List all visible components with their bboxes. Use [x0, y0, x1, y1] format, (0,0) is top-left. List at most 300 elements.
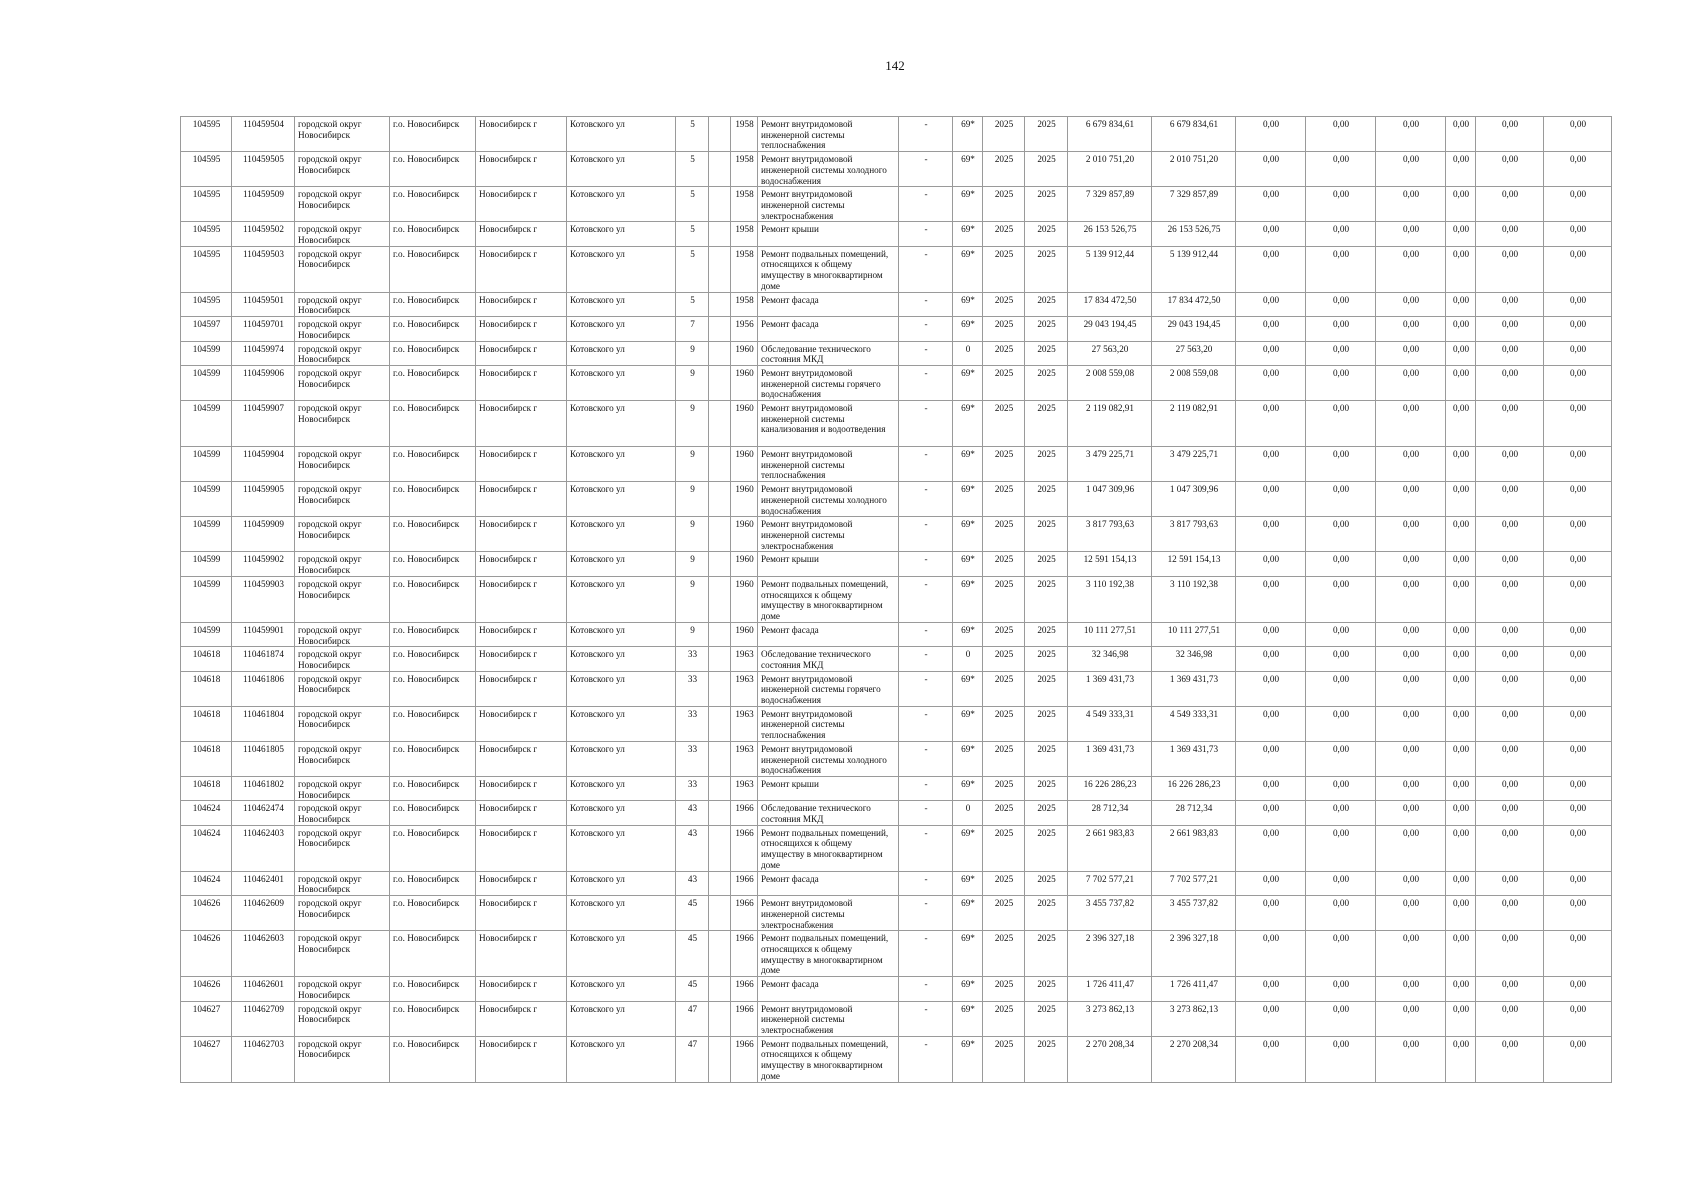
- cell-city: Новосибирск г: [476, 187, 567, 222]
- cell-budget-local: 0,00: [1376, 1001, 1446, 1036]
- cell-other-1: 0,00: [1476, 317, 1544, 341]
- cell-wear: 0: [953, 647, 983, 671]
- cell-municipality: городской округ Новосибирск: [295, 482, 390, 517]
- cell-house-id: 104595: [181, 152, 232, 187]
- cell-other-1: 0,00: [1476, 871, 1544, 895]
- cell-city: Новосибирск г: [476, 1036, 567, 1082]
- cell-settlement: г.о. Новосибирск: [390, 447, 476, 482]
- cell-plan-start: 2025: [983, 187, 1025, 222]
- cell-wear: 69*: [953, 365, 983, 400]
- table-row: [181, 1001, 1612, 1036]
- cell-building: [709, 246, 731, 292]
- table-row: [181, 647, 1612, 671]
- cell-year-built: 1963: [731, 671, 758, 706]
- cell-budget-regional: 0,00: [1306, 576, 1376, 622]
- cell-street: Котовского ул: [567, 576, 676, 622]
- cell-municipality: городской округ Новосибирск: [295, 317, 390, 341]
- cell-budget-local: 0,00: [1376, 671, 1446, 706]
- cell-street: Котовского ул: [567, 825, 676, 871]
- cell-house-number: 33: [676, 706, 709, 741]
- cell-plan-end: 2025: [1025, 401, 1068, 447]
- cell-owners-share: 0,00: [1446, 152, 1476, 187]
- cell-house-number: 9: [676, 341, 709, 365]
- cell-total-cost: 27 563,20: [1068, 341, 1152, 365]
- cell-budget-federal: 0,00: [1236, 365, 1306, 400]
- cell-city: Новосибирск г: [476, 706, 567, 741]
- cell-note: -: [899, 671, 953, 706]
- cell-house-id: 104599: [181, 341, 232, 365]
- cell-year-built: 1958: [731, 222, 758, 246]
- cell-total-cost: 29 043 194,45: [1068, 317, 1152, 341]
- cell-fund-cost: 5 139 912,44: [1152, 246, 1236, 292]
- cell-wear: 69*: [953, 825, 983, 871]
- cell-budget-regional: 0,00: [1306, 447, 1376, 482]
- cell-city: Новосибирск г: [476, 871, 567, 895]
- cell-house-id: 104599: [181, 622, 232, 646]
- cell-municipality: городской округ Новосибирск: [295, 825, 390, 871]
- cell-settlement: г.о. Новосибирск: [390, 647, 476, 671]
- table-row: [181, 552, 1612, 576]
- cell-budget-local: 0,00: [1376, 152, 1446, 187]
- cell-fund-cost: 2 270 208,34: [1152, 1036, 1236, 1082]
- cell-total-cost: 7 702 577,21: [1068, 871, 1152, 895]
- cell-city: Новосибирск г: [476, 896, 567, 931]
- cell-plan-end: 2025: [1025, 292, 1068, 316]
- cell-fund-cost: 3 455 737,82: [1152, 896, 1236, 931]
- cell-house-id: 104595: [181, 292, 232, 316]
- cell-other-1: 0,00: [1476, 117, 1544, 152]
- cell-budget-regional: 0,00: [1306, 647, 1376, 671]
- cell-house-number: 5: [676, 222, 709, 246]
- cell-building: [709, 741, 731, 776]
- cell-budget-regional: 0,00: [1306, 706, 1376, 741]
- table-row: [181, 517, 1612, 552]
- table-row: [181, 871, 1612, 895]
- cell-municipality: городской округ Новосибирск: [295, 187, 390, 222]
- cell-building: [709, 187, 731, 222]
- cell-plan-start: 2025: [983, 401, 1025, 447]
- cell-budget-federal: 0,00: [1236, 341, 1306, 365]
- cell-house-number: 43: [676, 825, 709, 871]
- cell-municipality: городской округ Новосибирск: [295, 1036, 390, 1082]
- cell-note: -: [899, 977, 953, 1001]
- cell-owners-share: 0,00: [1446, 706, 1476, 741]
- cell-municipality: городской округ Новосибирск: [295, 365, 390, 400]
- cell-street: Котовского ул: [567, 222, 676, 246]
- cell-budget-federal: 0,00: [1236, 447, 1306, 482]
- cell-work-id: 110462609: [232, 896, 295, 931]
- cell-plan-start: 2025: [983, 1036, 1025, 1082]
- cell-other-2: 0,00: [1544, 1001, 1612, 1036]
- cell-house-number: 9: [676, 447, 709, 482]
- table-row: [181, 152, 1612, 187]
- cell-plan-start: 2025: [983, 365, 1025, 400]
- cell-year-built: 1963: [731, 647, 758, 671]
- cell-fund-cost: 26 153 526,75: [1152, 222, 1236, 246]
- cell-plan-end: 2025: [1025, 152, 1068, 187]
- cell-city: Новосибирск г: [476, 447, 567, 482]
- cell-other-1: 0,00: [1476, 977, 1544, 1001]
- cell-work-type: Ремонт подвальных помещений, относящихся к общему имуществу в многоквартирном доме: [758, 1036, 899, 1082]
- cell-house-id: 104618: [181, 647, 232, 671]
- cell-work-type: Ремонт крыши: [758, 552, 899, 576]
- cell-street: Котовского ул: [567, 1036, 676, 1082]
- cell-budget-local: 0,00: [1376, 517, 1446, 552]
- cell-settlement: г.о. Новосибирск: [390, 931, 476, 977]
- cell-plan-end: 2025: [1025, 576, 1068, 622]
- cell-house-id: 104599: [181, 576, 232, 622]
- cell-wear: 69*: [953, 776, 983, 800]
- cell-year-built: 1963: [731, 776, 758, 800]
- table-row: [181, 896, 1612, 931]
- cell-work-type: Ремонт внутридомовой инженерной системы электроснабжения: [758, 187, 899, 222]
- cell-owners-share: 0,00: [1446, 246, 1476, 292]
- cell-house-id: 104599: [181, 552, 232, 576]
- cell-fund-cost: 2 008 559,08: [1152, 365, 1236, 400]
- cell-city: Новосибирск г: [476, 647, 567, 671]
- cell-work-id: 110459502: [232, 222, 295, 246]
- cell-street: Котовского ул: [567, 741, 676, 776]
- cell-work-type: Ремонт подвальных помещений, относящихся к общему имуществу в многоквартирном доме: [758, 246, 899, 292]
- cell-city: Новосибирск г: [476, 317, 567, 341]
- cell-owners-share: 0,00: [1446, 647, 1476, 671]
- cell-work-id: 110459701: [232, 317, 295, 341]
- cell-budget-local: 0,00: [1376, 401, 1446, 447]
- cell-budget-local: 0,00: [1376, 365, 1446, 400]
- cell-municipality: городской округ Новосибирск: [295, 552, 390, 576]
- cell-work-id: 110459903: [232, 576, 295, 622]
- table-row: [181, 447, 1612, 482]
- cell-budget-federal: 0,00: [1236, 292, 1306, 316]
- cell-city: Новосибирск г: [476, 482, 567, 517]
- cell-budget-federal: 0,00: [1236, 741, 1306, 776]
- cell-house-id: 104595: [181, 117, 232, 152]
- cell-street: Котовского ул: [567, 401, 676, 447]
- cell-budget-regional: 0,00: [1306, 222, 1376, 246]
- cell-note: -: [899, 552, 953, 576]
- cell-house-number: 5: [676, 187, 709, 222]
- cell-plan-end: 2025: [1025, 365, 1068, 400]
- cell-other-2: 0,00: [1544, 741, 1612, 776]
- cell-house-number: 45: [676, 977, 709, 1001]
- cell-plan-end: 2025: [1025, 482, 1068, 517]
- cell-budget-local: 0,00: [1376, 1036, 1446, 1082]
- cell-other-2: 0,00: [1544, 317, 1612, 341]
- cell-total-cost: 1 369 431,73: [1068, 741, 1152, 776]
- cell-settlement: г.о. Новосибирск: [390, 1036, 476, 1082]
- cell-city: Новосибирск г: [476, 222, 567, 246]
- cell-settlement: г.о. Новосибирск: [390, 741, 476, 776]
- cell-other-1: 0,00: [1476, 152, 1544, 187]
- cell-other-2: 0,00: [1544, 622, 1612, 646]
- cell-total-cost: 1 369 431,73: [1068, 671, 1152, 706]
- cell-owners-share: 0,00: [1446, 117, 1476, 152]
- table-row: [181, 741, 1612, 776]
- cell-other-1: 0,00: [1476, 931, 1544, 977]
- cell-street: Котовского ул: [567, 317, 676, 341]
- cell-budget-regional: 0,00: [1306, 825, 1376, 871]
- cell-owners-share: 0,00: [1446, 576, 1476, 622]
- cell-total-cost: 3 479 225,71: [1068, 447, 1152, 482]
- cell-work-id: 110459902: [232, 552, 295, 576]
- cell-other-1: 0,00: [1476, 341, 1544, 365]
- cell-settlement: г.о. Новосибирск: [390, 776, 476, 800]
- cell-budget-federal: 0,00: [1236, 246, 1306, 292]
- cell-plan-start: 2025: [983, 825, 1025, 871]
- table-row: [181, 187, 1612, 222]
- cell-total-cost: 3 817 793,63: [1068, 517, 1152, 552]
- cell-note: -: [899, 1036, 953, 1082]
- cell-street: Котовского ул: [567, 896, 676, 931]
- cell-street: Котовского ул: [567, 622, 676, 646]
- cell-wear: 69*: [953, 317, 983, 341]
- cell-plan-end: 2025: [1025, 447, 1068, 482]
- cell-work-id: 110461802: [232, 776, 295, 800]
- cell-city: Новосибирск г: [476, 341, 567, 365]
- cell-year-built: 1966: [731, 931, 758, 977]
- cell-wear: 69*: [953, 292, 983, 316]
- cell-house-id: 104599: [181, 517, 232, 552]
- cell-other-2: 0,00: [1544, 341, 1612, 365]
- cell-building: [709, 152, 731, 187]
- cell-plan-start: 2025: [983, 317, 1025, 341]
- cell-plan-start: 2025: [983, 246, 1025, 292]
- cell-city: Новосибирск г: [476, 622, 567, 646]
- cell-budget-local: 0,00: [1376, 187, 1446, 222]
- cell-owners-share: 0,00: [1446, 825, 1476, 871]
- cell-year-built: 1958: [731, 117, 758, 152]
- cell-year-built: 1960: [731, 447, 758, 482]
- cell-other-1: 0,00: [1476, 776, 1544, 800]
- cell-note: -: [899, 896, 953, 931]
- cell-budget-regional: 0,00: [1306, 187, 1376, 222]
- cell-other-2: 0,00: [1544, 706, 1612, 741]
- table-row: [181, 801, 1612, 825]
- cell-house-id: 104599: [181, 482, 232, 517]
- table-row: [181, 365, 1612, 400]
- cell-budget-regional: 0,00: [1306, 741, 1376, 776]
- cell-other-1: 0,00: [1476, 671, 1544, 706]
- cell-fund-cost: 1 726 411,47: [1152, 977, 1236, 1001]
- cell-house-number: 43: [676, 871, 709, 895]
- cell-building: [709, 576, 731, 622]
- cell-street: Котовского ул: [567, 931, 676, 977]
- cell-plan-start: 2025: [983, 517, 1025, 552]
- cell-year-built: 1960: [731, 622, 758, 646]
- cell-year-built: 1966: [731, 801, 758, 825]
- cell-budget-local: 0,00: [1376, 552, 1446, 576]
- cell-fund-cost: 2 396 327,18: [1152, 931, 1236, 977]
- cell-wear: 69*: [953, 447, 983, 482]
- cell-total-cost: 6 679 834,61: [1068, 117, 1152, 152]
- cell-note: -: [899, 871, 953, 895]
- cell-year-built: 1960: [731, 576, 758, 622]
- cell-street: Котовского ул: [567, 292, 676, 316]
- cell-note: -: [899, 117, 953, 152]
- cell-plan-end: 2025: [1025, 187, 1068, 222]
- cell-plan-end: 2025: [1025, 622, 1068, 646]
- cell-year-built: 1960: [731, 401, 758, 447]
- cell-total-cost: 28 712,34: [1068, 801, 1152, 825]
- cell-other-1: 0,00: [1476, 401, 1544, 447]
- cell-street: Котовского ул: [567, 341, 676, 365]
- cell-settlement: г.о. Новосибирск: [390, 187, 476, 222]
- cell-plan-start: 2025: [983, 776, 1025, 800]
- cell-settlement: г.о. Новосибирск: [390, 552, 476, 576]
- cell-budget-local: 0,00: [1376, 706, 1446, 741]
- cell-building: [709, 482, 731, 517]
- cell-city: Новосибирск г: [476, 117, 567, 152]
- cell-budget-local: 0,00: [1376, 447, 1446, 482]
- table-row: [181, 825, 1612, 871]
- cell-owners-share: 0,00: [1446, 341, 1476, 365]
- cell-other-2: 0,00: [1544, 187, 1612, 222]
- cell-building: [709, 801, 731, 825]
- cell-owners-share: 0,00: [1446, 222, 1476, 246]
- table-row: [181, 117, 1612, 152]
- cell-wear: 69*: [953, 401, 983, 447]
- cell-settlement: г.о. Новосибирск: [390, 825, 476, 871]
- cell-plan-start: 2025: [983, 447, 1025, 482]
- cell-building: [709, 222, 731, 246]
- cell-fund-cost: 3 479 225,71: [1152, 447, 1236, 482]
- cell-other-1: 0,00: [1476, 801, 1544, 825]
- cell-plan-end: 2025: [1025, 741, 1068, 776]
- cell-work-type: Ремонт внутридомовой инженерной системы теплоснабжения: [758, 447, 899, 482]
- cell-budget-federal: 0,00: [1236, 776, 1306, 800]
- cell-budget-regional: 0,00: [1306, 365, 1376, 400]
- cell-total-cost: 12 591 154,13: [1068, 552, 1152, 576]
- cell-budget-local: 0,00: [1376, 647, 1446, 671]
- cell-budget-local: 0,00: [1376, 576, 1446, 622]
- cell-other-1: 0,00: [1476, 246, 1544, 292]
- cell-city: Новосибирск г: [476, 825, 567, 871]
- cell-owners-share: 0,00: [1446, 401, 1476, 447]
- cell-budget-regional: 0,00: [1306, 246, 1376, 292]
- cell-house-id: 104627: [181, 1036, 232, 1082]
- cell-other-2: 0,00: [1544, 447, 1612, 482]
- cell-owners-share: 0,00: [1446, 292, 1476, 316]
- cell-house-id: 104595: [181, 187, 232, 222]
- cell-total-cost: 2 396 327,18: [1068, 931, 1152, 977]
- cell-work-type: Ремонт внутридомовой инженерной системы теплоснабжения: [758, 117, 899, 152]
- cell-total-cost: 2 008 559,08: [1068, 365, 1152, 400]
- cell-municipality: городской округ Новосибирск: [295, 871, 390, 895]
- cell-year-built: 1960: [731, 341, 758, 365]
- cell-municipality: городской округ Новосибирск: [295, 222, 390, 246]
- table-row: [181, 292, 1612, 316]
- cell-plan-end: 2025: [1025, 117, 1068, 152]
- cell-fund-cost: 1 369 431,73: [1152, 741, 1236, 776]
- cell-total-cost: 2 661 983,83: [1068, 825, 1152, 871]
- cell-year-built: 1966: [731, 977, 758, 1001]
- cell-owners-share: 0,00: [1446, 1001, 1476, 1036]
- cell-other-2: 0,00: [1544, 647, 1612, 671]
- cell-owners-share: 0,00: [1446, 482, 1476, 517]
- cell-owners-share: 0,00: [1446, 365, 1476, 400]
- cell-wear: 69*: [953, 671, 983, 706]
- cell-year-built: 1966: [731, 1001, 758, 1036]
- cell-building: [709, 1001, 731, 1036]
- cell-work-id: 110462474: [232, 801, 295, 825]
- cell-wear: 69*: [953, 622, 983, 646]
- cell-total-cost: 5 139 912,44: [1068, 246, 1152, 292]
- cell-municipality: городской округ Новосибирск: [295, 517, 390, 552]
- cell-other-2: 0,00: [1544, 117, 1612, 152]
- cell-street: Котовского ул: [567, 801, 676, 825]
- cell-other-2: 0,00: [1544, 931, 1612, 977]
- cell-work-type: Ремонт внутридомовой инженерной системы теплоснабжения: [758, 706, 899, 741]
- cell-owners-share: 0,00: [1446, 317, 1476, 341]
- cell-work-type: Ремонт фасада: [758, 317, 899, 341]
- cell-work-id: 110459905: [232, 482, 295, 517]
- cell-house-id: 104624: [181, 801, 232, 825]
- cell-street: Котовского ул: [567, 552, 676, 576]
- cell-note: -: [899, 246, 953, 292]
- cell-settlement: г.о. Новосибирск: [390, 977, 476, 1001]
- cell-house-id: 104624: [181, 871, 232, 895]
- cell-building: [709, 706, 731, 741]
- cell-wear: 69*: [953, 576, 983, 622]
- cell-city: Новосибирск г: [476, 776, 567, 800]
- cell-wear: 69*: [953, 1036, 983, 1082]
- cell-municipality: городской округ Новосибирск: [295, 447, 390, 482]
- cell-note: -: [899, 482, 953, 517]
- cell-other-1: 0,00: [1476, 647, 1544, 671]
- cell-house-number: 33: [676, 776, 709, 800]
- cell-owners-share: 0,00: [1446, 622, 1476, 646]
- cell-house-number: 47: [676, 1001, 709, 1036]
- cell-other-1: 0,00: [1476, 706, 1544, 741]
- cell-house-id: 104618: [181, 741, 232, 776]
- cell-plan-start: 2025: [983, 576, 1025, 622]
- cell-city: Новосибирск г: [476, 365, 567, 400]
- cell-fund-cost: 10 111 277,51: [1152, 622, 1236, 646]
- cell-house-number: 5: [676, 152, 709, 187]
- cell-other-2: 0,00: [1544, 517, 1612, 552]
- cell-work-type: Ремонт внутридомовой инженерной системы электроснабжения: [758, 896, 899, 931]
- cell-total-cost: 1 047 309,96: [1068, 482, 1152, 517]
- cell-note: -: [899, 152, 953, 187]
- cell-other-2: 0,00: [1544, 576, 1612, 622]
- cell-work-type: Ремонт подвальных помещений, относящихся к общему имуществу в многоквартирном доме: [758, 825, 899, 871]
- cell-other-1: 0,00: [1476, 741, 1544, 776]
- cell-budget-regional: 0,00: [1306, 152, 1376, 187]
- cell-city: Новосибирск г: [476, 401, 567, 447]
- cell-plan-end: 2025: [1025, 977, 1068, 1001]
- cell-house-id: 104627: [181, 1001, 232, 1036]
- cell-plan-end: 2025: [1025, 246, 1068, 292]
- cell-work-id: 110459509: [232, 187, 295, 222]
- cell-owners-share: 0,00: [1446, 931, 1476, 977]
- cell-plan-end: 2025: [1025, 801, 1068, 825]
- cell-note: -: [899, 317, 953, 341]
- table-row: [181, 671, 1612, 706]
- cell-work-id: 110462401: [232, 871, 295, 895]
- cell-wear: 69*: [953, 187, 983, 222]
- cell-work-id: 110459901: [232, 622, 295, 646]
- cell-other-2: 0,00: [1544, 482, 1612, 517]
- cell-municipality: городской округ Новосибирск: [295, 776, 390, 800]
- cell-budget-local: 0,00: [1376, 292, 1446, 316]
- cell-plan-start: 2025: [983, 741, 1025, 776]
- cell-work-type: Обследование технического состояния МКД: [758, 647, 899, 671]
- cell-work-id: 110462703: [232, 1036, 295, 1082]
- cell-budget-regional: 0,00: [1306, 1036, 1376, 1082]
- cell-building: [709, 552, 731, 576]
- cell-work-type: Ремонт внутридомовой инженерной системы холодного водоснабжения: [758, 741, 899, 776]
- cell-work-id: 110459501: [232, 292, 295, 316]
